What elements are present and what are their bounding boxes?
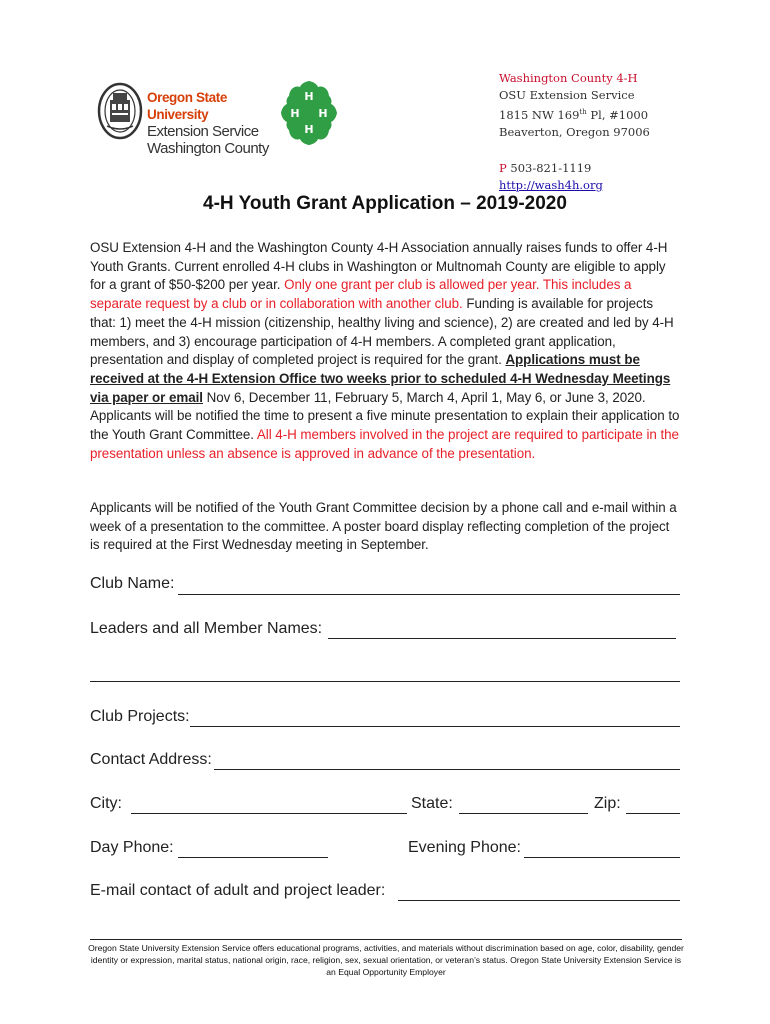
address-suite: Pl, #1000: [586, 107, 649, 122]
phone-label: P: [499, 160, 507, 175]
email-input-line[interactable]: [398, 883, 680, 901]
intro-warning-presentation: All 4-H members involved in the project are required to participate in the presentation unless an absence is approved in advance of the presentation.: [90, 427, 679, 461]
city-label: City:: [90, 795, 122, 812]
contact-address-input-line[interactable]: [214, 752, 680, 770]
evening-phone-input-line[interactable]: [524, 840, 680, 858]
logo-line-extension: Extension Service: [147, 123, 259, 140]
svg-text:H: H: [304, 123, 314, 136]
day-phone-input-line[interactable]: [178, 840, 328, 858]
state-input-line[interactable]: [459, 796, 588, 814]
club-projects-input-line[interactable]: [190, 709, 680, 727]
club-name-input-line[interactable]: [178, 577, 680, 595]
logo-line-university: Oregon State University: [147, 90, 227, 122]
leaders-label: Leaders and all Member Names:: [90, 620, 323, 637]
svg-text:H: H: [304, 90, 314, 103]
email-label: E-mail contact of adult and project leader:: [90, 882, 386, 899]
zip-label: Zip:: [594, 795, 621, 812]
phone-number: 503-821-1119: [506, 160, 592, 175]
office-address-block: [499, 70, 650, 194]
address-line-3: Beaverton, Oregon 97006: [499, 124, 650, 139]
state-label: State:: [411, 795, 453, 812]
address-street: 1815 NW 169: [499, 107, 580, 122]
website-link[interactable]: http://wash4h.org: [499, 177, 603, 192]
osu-extension-logo: [97, 82, 272, 157]
office-name: Washington County 4-H: [499, 71, 638, 85]
intro-paragraph: [90, 239, 682, 463]
city-input-line[interactable]: [131, 796, 407, 814]
day-phone-label: Day Phone:: [90, 839, 174, 856]
contact-address-label: Contact Address:: [90, 751, 212, 768]
page-title: 4-H Youth Grant Application – 2019-2020: [203, 193, 567, 214]
logo-line-county: Washington County: [147, 140, 269, 157]
intro-warning-one-grant: Only one grant per club is allowed per year. This includes a separate request by a club or in collaboration with another club.: [90, 277, 632, 312]
leaders-input-line[interactable]: [328, 621, 676, 639]
intro-text-3: Nov 6, December 11, February 5, March 4, April 1, May 6, or June 3, 2020. Applicants will be notified the time to present a five minute presentation to explain their application to the Youth Grant Committee.: [90, 389, 680, 443]
nondiscrimination-footer: Oregon State University Extension Service offers educational programs, activities, and materials without discrimination based on age, color, disability, gender identity or expression, marital status, national origin, race, religion, sex, sexual orientation, or veteran’s status. Oregon State University Extension Service is an Equal Opportunity Employer: [88, 943, 684, 977]
osu-seal-icon: [97, 82, 143, 140]
club-projects-label: Club Projects:: [90, 708, 190, 725]
leaders-input-line-2[interactable]: [90, 664, 680, 682]
evening-phone-label: Evening Phone:: [408, 839, 521, 856]
club-name-label: Club Name:: [90, 575, 175, 592]
svg-text:H: H: [318, 107, 328, 120]
notification-paragraph: Applicants will be notified of the Youth Grant Committee decision by a phone call and e-mail within a week of a presentation to the committee. A poster board display reflecting completion of the project is required at the First Wednesday meeting in September.: [90, 500, 677, 553]
footer-divider: [90, 939, 682, 940]
address-ordinal: th: [579, 108, 587, 116]
intro-text-1: OSU Extension 4-H and the Washington County 4-H Association annually raises funds to offer 4-H Youth Grants. Current enrolled 4-H clubs in Washington or Multnomah County are eligible to apply for a grant of $50-$200 per year.: [90, 240, 668, 293]
address-line-2: [499, 104, 650, 124]
zip-input-line[interactable]: [626, 796, 680, 814]
intro-text-2: Funding is available for projects that: 1) meet the 4-H mission (citizenship, healthy living and science), 2) are created and led by 4-H members, and 3) encourage participation of 4-H members. A completed grant application, presentation and display of completed project is required for the grant.: [90, 296, 674, 368]
intro-deadline-emphasis: Applications must be received at the 4-H Extension Office two weeks prior to scheduled 4-H Wednesday Meetings via paper or email: [90, 352, 671, 405]
4h-clover-icon: [279, 80, 339, 146]
phone-line: [499, 160, 650, 177]
svg-text:H: H: [290, 107, 300, 120]
address-line-1: OSU Extension Service: [499, 88, 635, 102]
